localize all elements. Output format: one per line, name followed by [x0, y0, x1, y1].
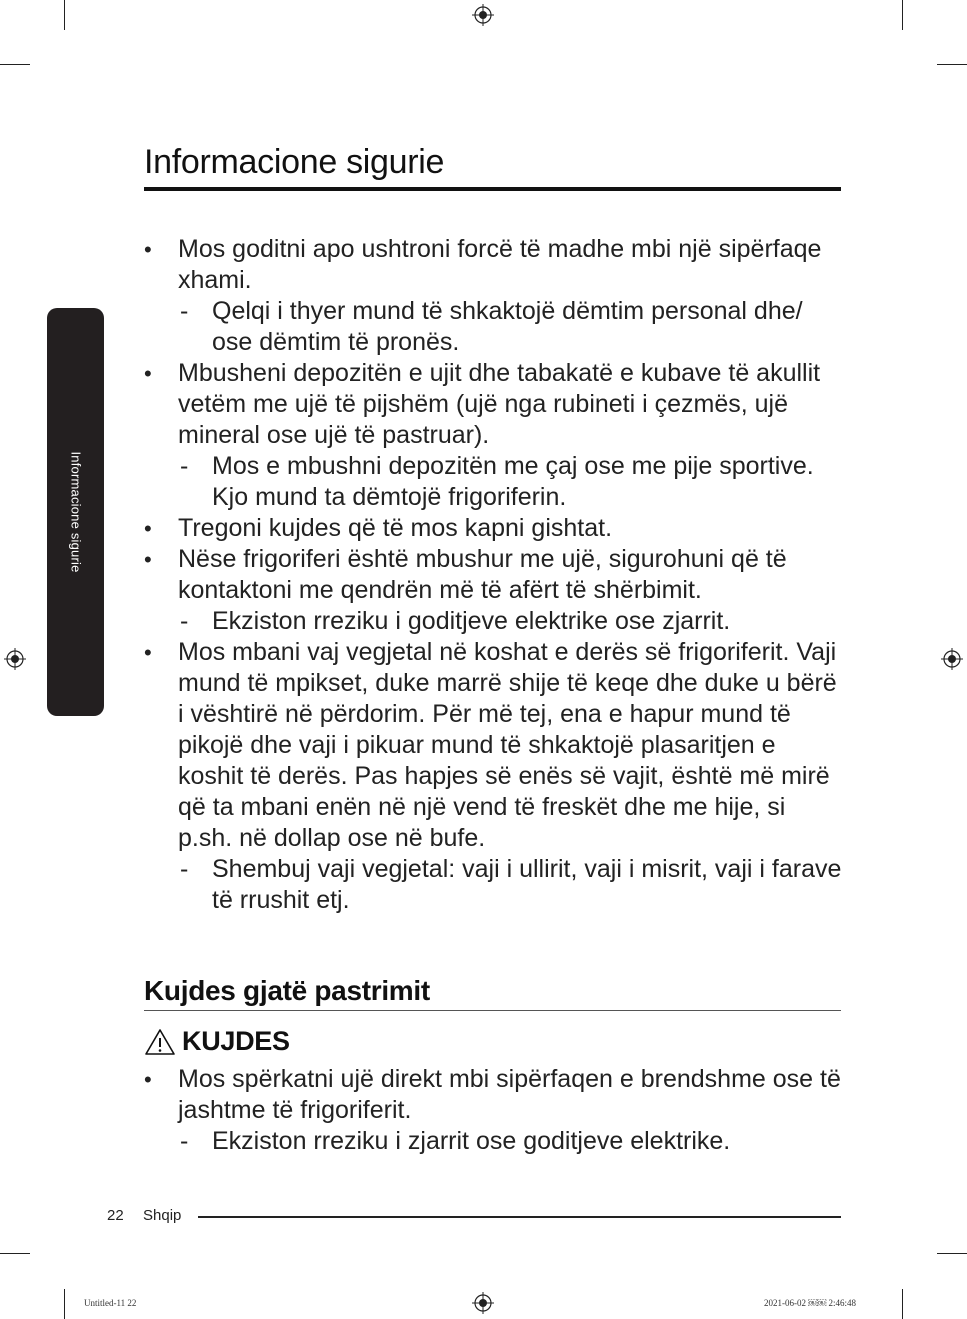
page-number: 22 — [107, 1207, 124, 1224]
section-title: Kujdes gjatë pastrimit — [144, 975, 430, 1006]
sub-list-item: - Qelqi i thyer mund të shkaktojë dëmtim personal dhe/ ose dëmtim të pronës. — [144, 296, 844, 358]
footer-language: Shqip — [143, 1207, 182, 1224]
list-item: • Mos goditni apo ushtroni forcë të madhe mbi një sipërfaqe xhami. — [144, 234, 844, 296]
registration-mark-icon — [472, 1292, 494, 1314]
side-tab-label: Informacione sigurie — [68, 451, 83, 573]
list-item: • Mbusheni depozitën e ujit dhe tabakatë e kubave të akullit vetëm me ujë të pijshëm (ujë nga rubineti i çezmës, ujë mineral ose ujë të pastruar). — [144, 358, 844, 451]
crop-mark — [937, 1253, 967, 1254]
caution-label: KUJDES — [182, 1026, 290, 1056]
caution-heading — [144, 1026, 290, 1057]
list-item: • Tregoni kujdes që të mos kapni gishtat. — [144, 513, 844, 544]
sub-list-item: - Ekziston rreziku i zjarrit ose goditjeve elektrike. — [144, 1126, 844, 1157]
registration-mark-icon — [472, 4, 494, 26]
sub-list-item: - Mos e mbushni depozitën me çaj ose me pije sportive. Kjo mund ta dëmtojë frigoriferin. — [144, 451, 844, 513]
section-divider — [144, 1010, 841, 1011]
footer-divider — [198, 1216, 841, 1218]
crop-mark — [902, 1289, 903, 1319]
print-slug-left: Untitled-11 22 — [84, 1298, 137, 1308]
page-title: Informacione sigurie — [144, 143, 445, 181]
crop-mark — [0, 64, 30, 65]
list-item: • Mos mbani vaj vegjetal në koshat e derës së frigoriferit. Vaji mund të mpikset, duke marrë shije të keqe dhe duke u bërë i vështirë në përdorim. Për më tej, ena e hapur mund të pikojë dhe vaji i pikuar mund të shkaktojë plasaritjen e koshit të derës. Pas hapjes së enës së vajit, është më mirë që ta mbani enën në një vend të freskët dhe me hije, si p.sh. në dollap ose në bufe. — [144, 637, 844, 854]
crop-mark — [0, 1253, 30, 1254]
crop-mark — [64, 1289, 65, 1319]
title-divider — [144, 187, 841, 191]
list-item: • Mos spërkatni ujë direkt mbi sipërfaqen e brendshme ose të jashtme të frigoriferit. — [144, 1064, 844, 1126]
sub-list-item: - Ekziston rreziku i goditjeve elektrike ose zjarrit. — [144, 606, 844, 637]
safety-list — [144, 234, 844, 916]
crop-mark — [902, 0, 903, 30]
cleaning-list — [144, 1064, 844, 1157]
crop-mark — [937, 64, 967, 65]
crop-mark — [64, 0, 65, 30]
side-section-tab — [47, 308, 104, 716]
list-item: • Nëse frigoriferi është mbushur me ujë, sigurohuni që të kontaktoni me qendrën më të afërt të shërbimit. — [144, 544, 844, 606]
registration-mark-icon — [941, 648, 963, 670]
warning-triangle-icon — [144, 1028, 176, 1056]
registration-mark-icon — [4, 648, 26, 670]
sub-list-item: - Shembuj vaji vegjetal: vaji i ullirit, vaji i misrit, vaji i farave të rrushit etj. — [144, 854, 844, 916]
print-slug-right: 2021-06-02 ￼￼ 2:46:48 — [764, 1298, 856, 1308]
